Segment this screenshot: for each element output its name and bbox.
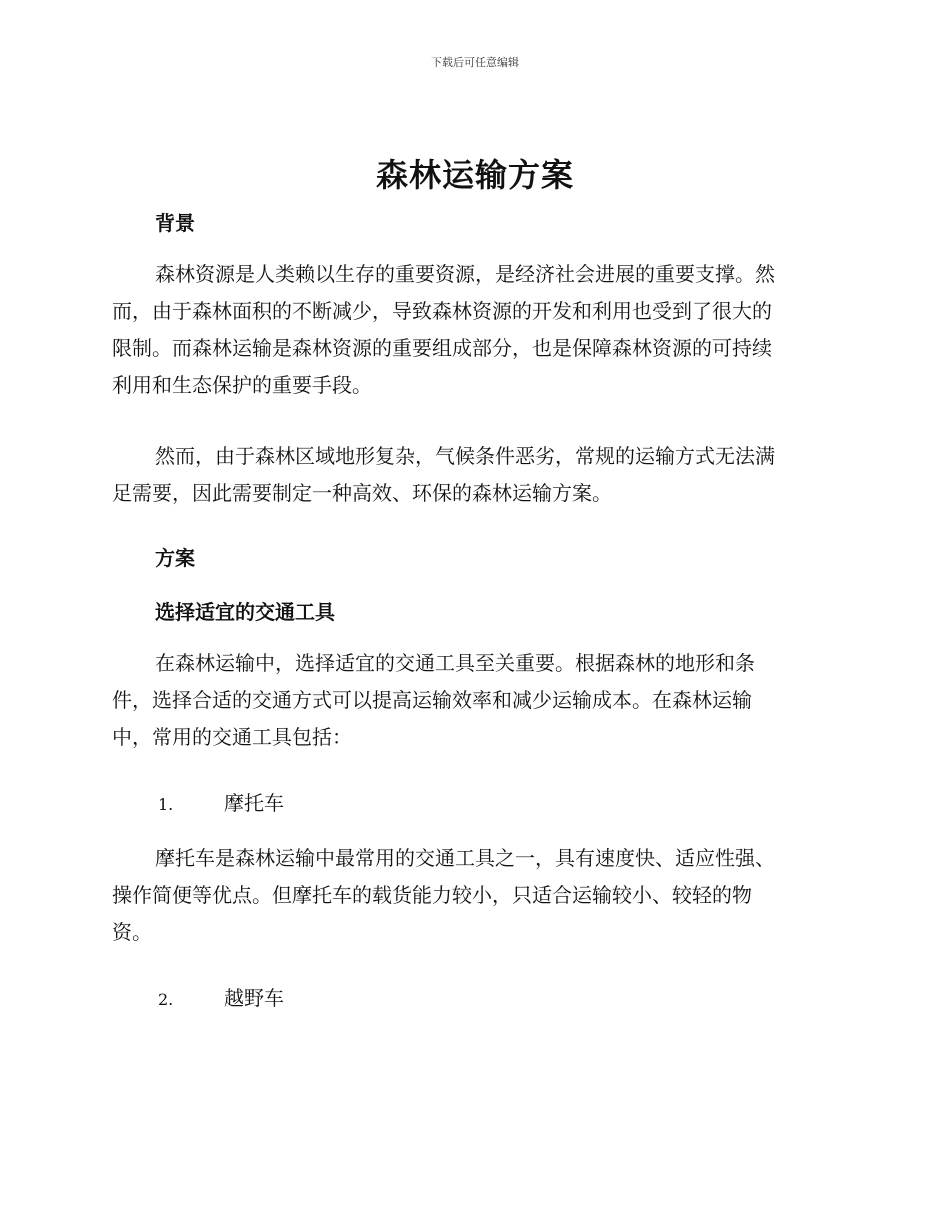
paragraph-background-2 bbox=[112, 438, 832, 512]
text-line: 利用和生态保护的重要手段。 bbox=[112, 373, 372, 397]
text-line: 限制。而森林运输是森林资源的重要组成部分，也是保障森林资源的可持续 bbox=[112, 336, 772, 360]
text-line: 足需要，因此需要制定一种高效、环保的森林运输方案。 bbox=[112, 481, 612, 505]
text-line: 在森林运输中，选择适宜的交通工具至关重要。根据森林的地形和条 bbox=[155, 651, 755, 675]
subsection-heading-vehicles: 选择适宜的交通工具 bbox=[155, 600, 335, 624]
paragraph-background-1 bbox=[112, 256, 832, 404]
section-heading-plan: 方案 bbox=[155, 546, 195, 570]
text-line: 然而，由于森林区域地形复杂，气候条件恶劣，常规的运输方式无法满 bbox=[155, 444, 775, 468]
text-line: 中，常用的交通工具包括： bbox=[112, 725, 352, 749]
paragraph-motorcycle bbox=[112, 840, 832, 951]
text-line: 森林资源是人类赖以生存的重要资源，是经济社会进展的重要支撑。然 bbox=[155, 262, 775, 286]
section-heading-background: 背景 bbox=[155, 211, 195, 235]
document-title: 森林运输方案 bbox=[375, 156, 574, 194]
list-number: 2. bbox=[158, 990, 174, 1009]
list-item-offroad bbox=[158, 983, 284, 1013]
text-line: 摩托车是森林运输中最常用的交通工具之一，具有速度快、适应性强、 bbox=[155, 846, 775, 870]
text-line: 件，选择合适的交通方式可以提高运输效率和减少运输成本。在森林运输 bbox=[112, 688, 752, 712]
text-line: 资。 bbox=[112, 920, 152, 944]
list-number: 1. bbox=[158, 795, 174, 814]
text-line: 而，由于森林面积的不断减少，导致森林资源的开发和利用也受到了很大的 bbox=[112, 299, 772, 323]
list-label: 摩托车 bbox=[224, 791, 284, 815]
list-item-motorcycle bbox=[158, 788, 284, 818]
text-line: 操作简便等优点。但摩托车的载货能力较小，只适合运输较小、较轻的物 bbox=[112, 883, 752, 907]
page-header-note: 下载后可任意编辑 bbox=[431, 56, 519, 69]
paragraph-vehicles bbox=[112, 645, 832, 756]
list-label: 越野车 bbox=[224, 986, 284, 1010]
